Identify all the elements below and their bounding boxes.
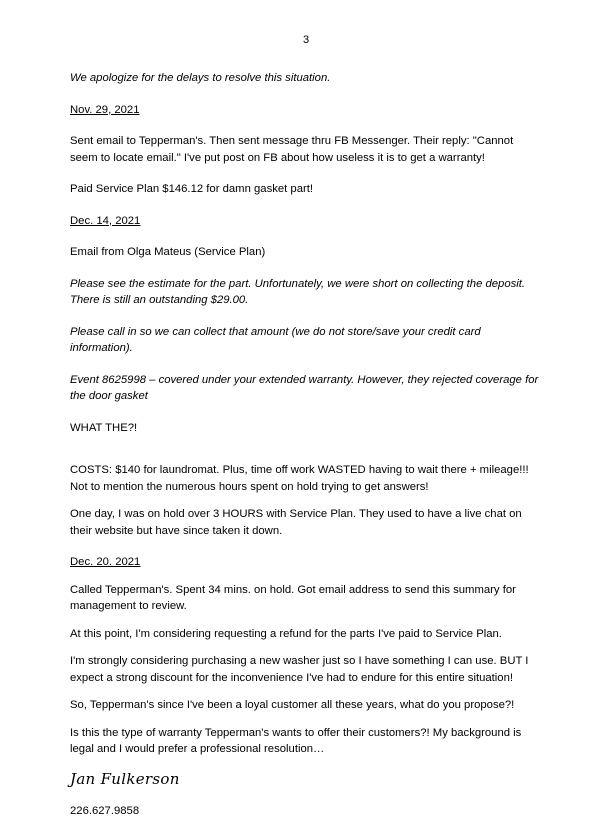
quote-call-in-collect: Please call in so we can collect that amount (we do not store/save your credit card information). (70, 324, 542, 357)
paragraph-on-hold-three-hours: One day, I was on hold over 3 HOURS with Service Plan. They used to have a live chat on their website but have since taken it down. (70, 506, 542, 539)
exclamation-what-the: WHAT THE?! (70, 420, 542, 437)
paragraph-paid-service-plan: Paid Service Plan $146.12 for damn gasket part! (70, 181, 542, 198)
spacer (70, 451, 542, 462)
quote-event-coverage: Event 8625998 – covered under your extended warranty. However, they rejected coverage for the door gasket (70, 372, 542, 405)
quote-estimate-deposit: Please see the estimate for the part. Unfortunately, we were short on collecting the deposit. There is still an outstanding $29.00. (70, 276, 542, 309)
date-heading-dec-14 (70, 213, 542, 230)
signature: Jan Fulkerson (70, 769, 542, 789)
paragraph-loyal-customer: So, Tepperman's since I've been a loyal customer all these years, what do you propose?! (70, 697, 542, 714)
paragraph-email-teppermans: Sent email to Tepperman's. Then sent message thru FB Messenger. Their reply: "Cannot seem to locate email." I've put post on FB about how useless it is to get a warranty! (70, 133, 542, 166)
date-heading-dec-20-text: Dec. 20. 2021 (70, 556, 140, 568)
date-heading-dec-20 (70, 554, 542, 571)
date-heading-dec-14-text: Dec. 14, 2021 (70, 215, 140, 227)
paragraph-considering-refund: At this point, I'm considering requesting a refund for the parts I've paid to Service Plan. (70, 626, 542, 643)
page-number: 3 (0, 34, 612, 47)
document-body (70, 70, 542, 819)
paragraph-email-from-olga: Email from Olga Mateus (Service Plan) (70, 244, 542, 261)
phone-number: 226.627.9858 (70, 803, 542, 819)
paragraph-warranty-question: Is this the type of warranty Tepperman's wants to offer their customers?! My background is legal and I would prefer a professional resolution… (70, 725, 542, 758)
paragraph-called-teppermans: Called Tepperman's. Spent 34 mins. on hold. Got email address to send this summary for management to review. (70, 582, 542, 615)
paragraph-new-washer: I'm strongly considering purchasing a new washer just so I have something I can use. BUT I expect a strong discount for the inconvenience I've had to endure for this entire situation! (70, 653, 542, 686)
apology-line: We apologize for the delays to resolve this situation. (70, 70, 542, 87)
date-heading-nov-29-text: Nov. 29, 2021 (70, 104, 140, 116)
paragraph-costs: COSTS: $140 for laundromat. Plus, time off work WASTED having to wait there + mileage!!! Not to mention the numerous hours spent on hold trying to get answers! (70, 462, 542, 495)
date-heading-nov-29 (70, 102, 542, 119)
